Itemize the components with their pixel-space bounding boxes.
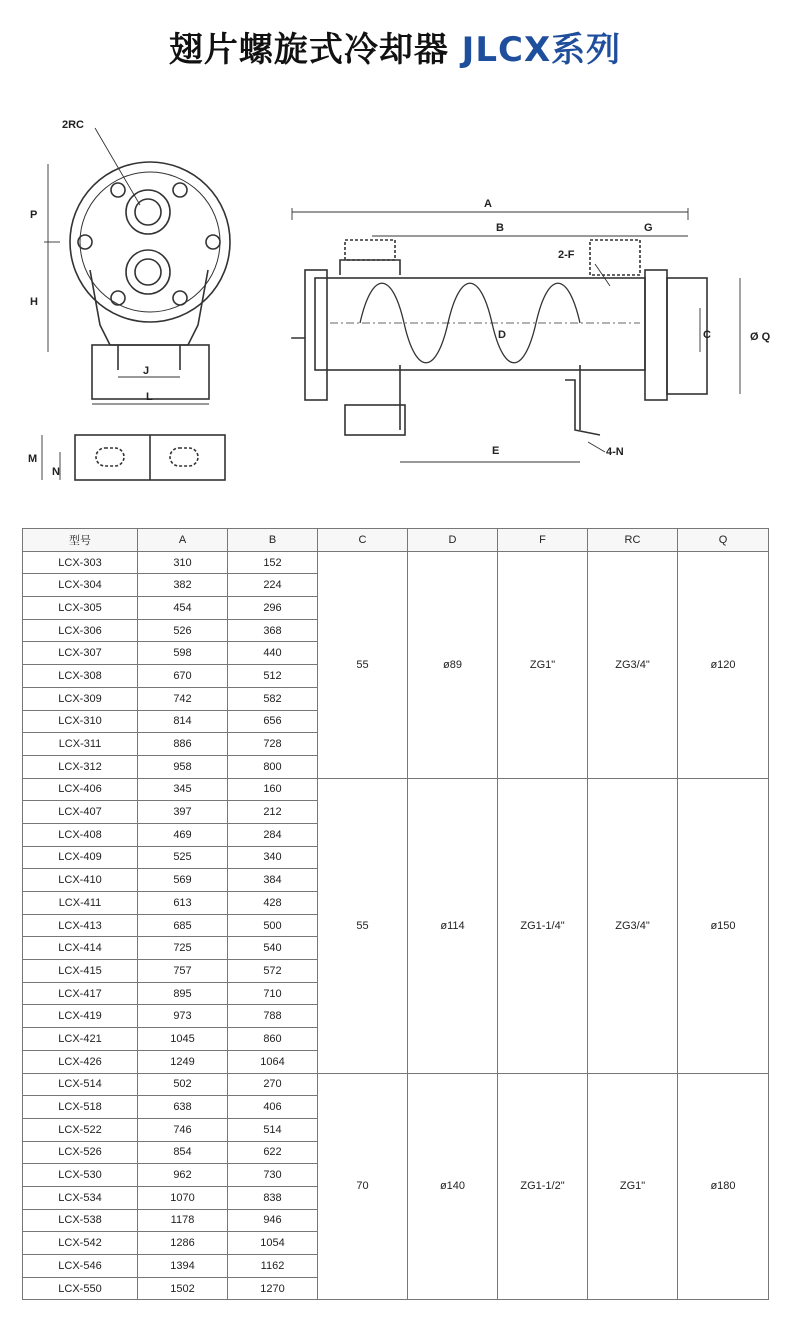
b-cell: 838: [228, 1186, 318, 1209]
a-cell: 598: [138, 642, 228, 665]
header-d: D: [408, 529, 498, 552]
b-cell: 728: [228, 733, 318, 756]
a-cell: 962: [138, 1164, 228, 1187]
model-cell: LCX-415: [23, 960, 138, 983]
label-p: P: [30, 209, 38, 221]
model-cell: LCX-514: [23, 1073, 138, 1096]
a-cell: 895: [138, 982, 228, 1005]
header-q: Q: [678, 529, 769, 552]
label-d: D: [498, 329, 506, 341]
header-model: 型号: [23, 529, 138, 552]
b-cell: 1064: [228, 1050, 318, 1073]
b-cell: 860: [228, 1028, 318, 1051]
title-series: JLCX系列: [461, 30, 622, 70]
b-cell: 428: [228, 892, 318, 915]
b-cell: 296: [228, 597, 318, 620]
a-cell: 1070: [138, 1186, 228, 1209]
a-cell: 526: [138, 619, 228, 642]
header-b: B: [228, 529, 318, 552]
a-cell: 886: [138, 733, 228, 756]
model-cell: LCX-417: [23, 982, 138, 1005]
table-row: [23, 778, 769, 801]
c-cell: 55: [318, 778, 408, 1073]
model-cell: LCX-413: [23, 914, 138, 937]
a-cell: 310: [138, 551, 228, 574]
q-cell: ø180: [678, 1073, 769, 1300]
a-cell: 725: [138, 937, 228, 960]
a-cell: 345: [138, 778, 228, 801]
a-cell: 1502: [138, 1277, 228, 1300]
a-cell: 525: [138, 846, 228, 869]
a-cell: 670: [138, 665, 228, 688]
a-cell: 746: [138, 1118, 228, 1141]
header-a: A: [138, 529, 228, 552]
a-cell: 638: [138, 1096, 228, 1119]
spec-table: [22, 528, 769, 1300]
a-cell: 502: [138, 1073, 228, 1096]
b-cell: 384: [228, 869, 318, 892]
model-cell: LCX-414: [23, 937, 138, 960]
b-cell: 582: [228, 687, 318, 710]
b-cell: 540: [228, 937, 318, 960]
b-cell: 224: [228, 574, 318, 597]
b-cell: 368: [228, 619, 318, 642]
d-cell: ø140: [408, 1073, 498, 1300]
header-c: C: [318, 529, 408, 552]
model-cell: LCX-307: [23, 642, 138, 665]
model-cell: LCX-304: [23, 574, 138, 597]
b-cell: 730: [228, 1164, 318, 1187]
rc-cell: ZG3/4": [588, 551, 678, 778]
table-body: [23, 551, 769, 1300]
label-h: H: [30, 296, 38, 308]
label-a: A: [484, 198, 492, 210]
b-cell: 800: [228, 755, 318, 778]
a-cell: 1286: [138, 1232, 228, 1255]
label-e: E: [492, 445, 500, 457]
b-cell: 340: [228, 846, 318, 869]
q-cell: ø150: [678, 778, 769, 1073]
b-cell: 270: [228, 1073, 318, 1096]
f-cell: ZG1-1/2": [498, 1073, 588, 1300]
b-cell: 500: [228, 914, 318, 937]
table-row: [23, 551, 769, 574]
f-cell: ZG1": [498, 551, 588, 778]
b-cell: 406: [228, 1096, 318, 1119]
d-cell: ø114: [408, 778, 498, 1073]
b-cell: 440: [228, 642, 318, 665]
model-cell: LCX-305: [23, 597, 138, 620]
model-cell: LCX-410: [23, 869, 138, 892]
model-cell: LCX-311: [23, 733, 138, 756]
model-cell: LCX-534: [23, 1186, 138, 1209]
header-f: F: [498, 529, 588, 552]
label-4n: 4-N: [606, 446, 624, 458]
model-cell: LCX-550: [23, 1277, 138, 1300]
title-main: 翅片螺旋式冷却器: [168, 30, 449, 70]
a-cell: 454: [138, 597, 228, 620]
b-cell: 1162: [228, 1255, 318, 1278]
model-cell: LCX-526: [23, 1141, 138, 1164]
label-f: 2-F: [558, 249, 575, 261]
label-l: L: [146, 391, 153, 403]
d-cell: ø89: [408, 551, 498, 778]
label-b: B: [496, 222, 504, 234]
b-cell: 284: [228, 823, 318, 846]
model-cell: LCX-421: [23, 1028, 138, 1051]
b-cell: 152: [228, 551, 318, 574]
a-cell: 1045: [138, 1028, 228, 1051]
page-title: [0, 22, 790, 71]
technical-drawing: [0, 90, 790, 500]
model-cell: LCX-530: [23, 1164, 138, 1187]
model-cell: LCX-310: [23, 710, 138, 733]
model-cell: LCX-308: [23, 665, 138, 688]
a-cell: 854: [138, 1141, 228, 1164]
model-cell: LCX-542: [23, 1232, 138, 1255]
model-cell: LCX-408: [23, 823, 138, 846]
model-cell: LCX-306: [23, 619, 138, 642]
model-cell: LCX-406: [23, 778, 138, 801]
a-cell: 757: [138, 960, 228, 983]
model-cell: LCX-312: [23, 755, 138, 778]
f-cell: ZG1-1/4": [498, 778, 588, 1073]
b-cell: 946: [228, 1209, 318, 1232]
b-cell: 572: [228, 960, 318, 983]
table-header-row: [23, 529, 769, 552]
model-cell: LCX-538: [23, 1209, 138, 1232]
b-cell: 710: [228, 982, 318, 1005]
label-q: Ø Q: [750, 331, 771, 343]
b-cell: 1054: [228, 1232, 318, 1255]
b-cell: 656: [228, 710, 318, 733]
model-cell: LCX-409: [23, 846, 138, 869]
q-cell: ø120: [678, 551, 769, 778]
b-cell: 160: [228, 778, 318, 801]
b-cell: 622: [228, 1141, 318, 1164]
rc-cell: ZG3/4": [588, 778, 678, 1073]
label-m: M: [28, 453, 38, 465]
model-cell: LCX-518: [23, 1096, 138, 1119]
a-cell: 814: [138, 710, 228, 733]
b-cell: 514: [228, 1118, 318, 1141]
model-cell: LCX-309: [23, 687, 138, 710]
model-cell: LCX-411: [23, 892, 138, 915]
a-cell: 973: [138, 1005, 228, 1028]
a-cell: 742: [138, 687, 228, 710]
a-cell: 469: [138, 823, 228, 846]
model-cell: LCX-546: [23, 1255, 138, 1278]
label-rc: 2RC: [62, 119, 85, 131]
model-cell: LCX-522: [23, 1118, 138, 1141]
label-c: C: [703, 329, 711, 341]
label-n: N: [52, 466, 60, 478]
model-cell: LCX-407: [23, 801, 138, 824]
b-cell: 212: [228, 801, 318, 824]
a-cell: 1249: [138, 1050, 228, 1073]
b-cell: 512: [228, 665, 318, 688]
model-cell: LCX-303: [23, 551, 138, 574]
a-cell: 397: [138, 801, 228, 824]
model-cell: LCX-419: [23, 1005, 138, 1028]
c-cell: 70: [318, 1073, 408, 1300]
header-rc: RC: [588, 529, 678, 552]
label-g: G: [644, 222, 653, 234]
a-cell: 1178: [138, 1209, 228, 1232]
b-cell: 1270: [228, 1277, 318, 1300]
b-cell: 788: [228, 1005, 318, 1028]
a-cell: 569: [138, 869, 228, 892]
label-j: J: [143, 365, 150, 377]
model-cell: LCX-426: [23, 1050, 138, 1073]
c-cell: 55: [318, 551, 408, 778]
a-cell: 1394: [138, 1255, 228, 1278]
a-cell: 382: [138, 574, 228, 597]
a-cell: 613: [138, 892, 228, 915]
a-cell: 958: [138, 755, 228, 778]
a-cell: 685: [138, 914, 228, 937]
rc-cell: ZG1": [588, 1073, 678, 1300]
table-row: [23, 1073, 769, 1096]
